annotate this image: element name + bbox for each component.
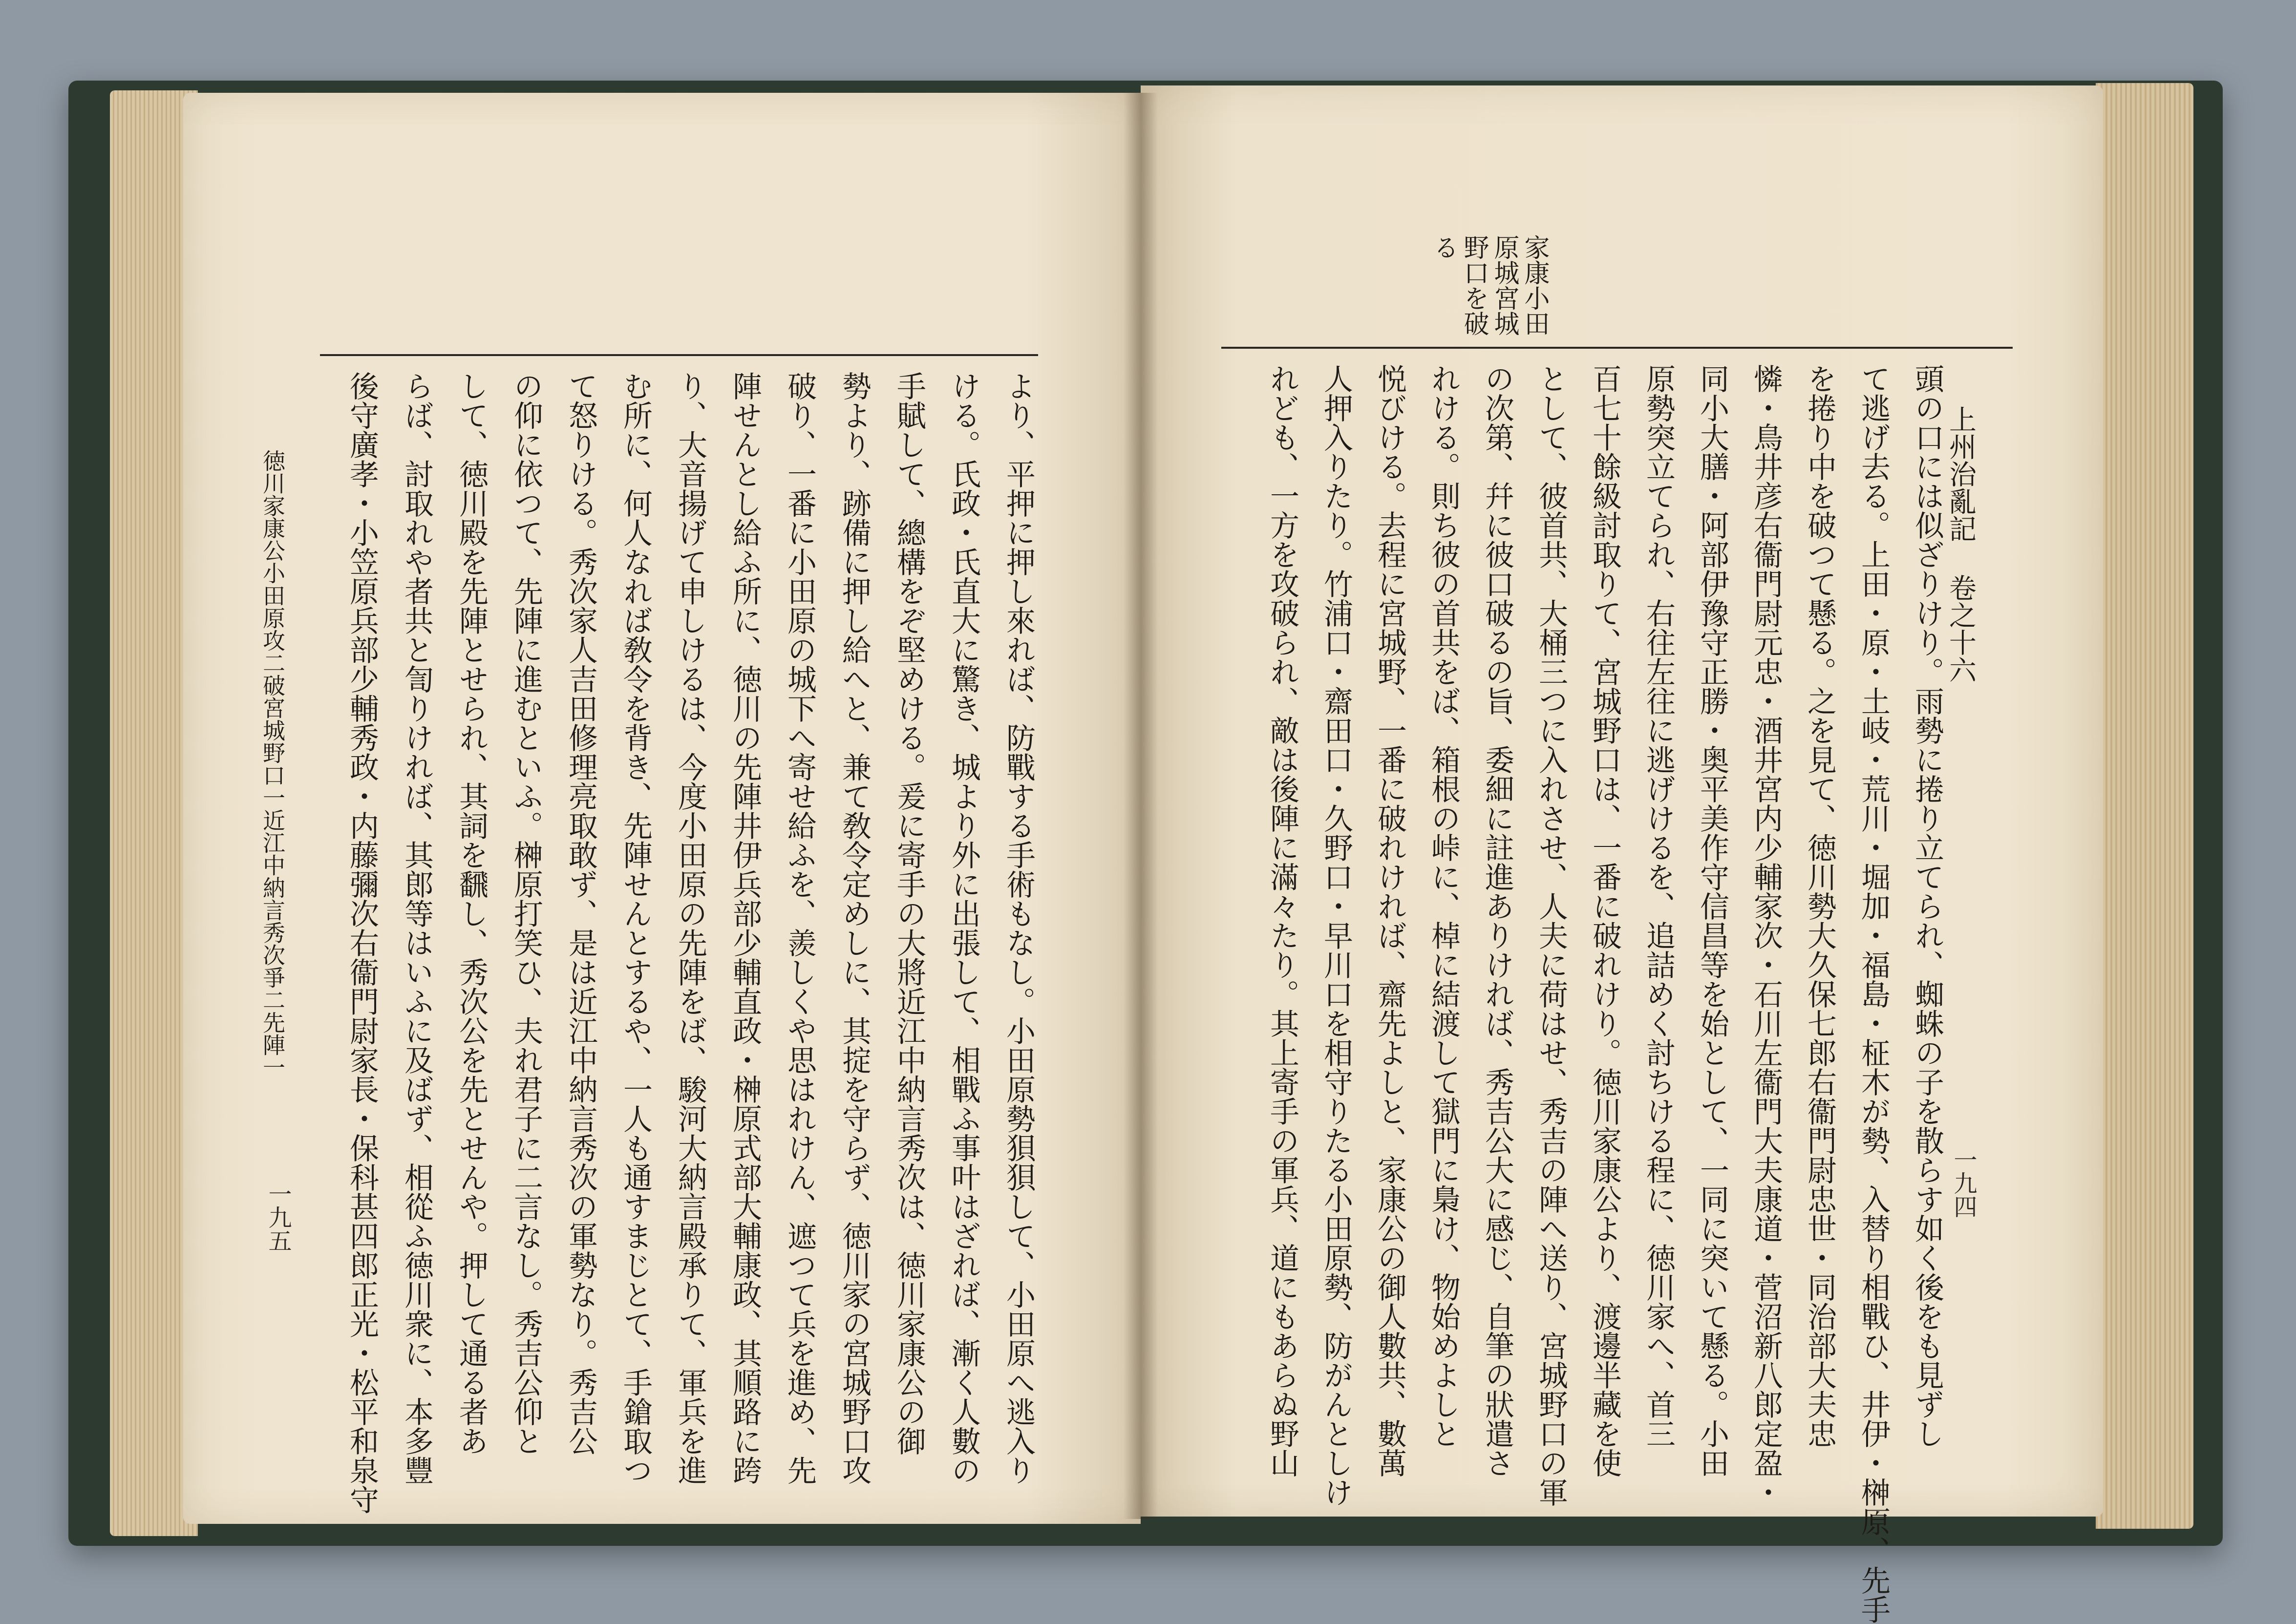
text-line: らば、討取れや者共と訇りければ、其郎等はいふに及ばず、相從ふ徳川衆に、本多豐 xyxy=(400,371,434,1485)
text-line: 原勢突立てられ、右往左往に逃げけるを、追詰めく討ちける程に、徳川家へ、首三 xyxy=(1641,364,1676,1448)
text-line: む所に、何人なれば敎令を背き、先陣せんとするや、一人も通すまじとて、手鎗取つ xyxy=(618,371,653,1485)
right-page-header: 上州治亂記 卷之十六 xyxy=(1945,405,1977,683)
text-line: ける。氏政・氏直大に驚き、城より外に出張して、相戰ふ事叶はざれば、漸く人數の xyxy=(947,371,981,1485)
side-note-line: る xyxy=(1429,234,1458,260)
right-page-number: 一九四 xyxy=(1950,1148,1977,1218)
side-note-line: 原城宮城 xyxy=(1489,234,1519,336)
left-footer-note: 徳川家康公小田原攻二破宮城野口一近江中納言秀次爭二先陣一 xyxy=(259,449,286,1078)
text-line: 勢より、跡備に押し給へと、兼て敎令定めしに、其掟を守らず、徳川家の宮城野口攻 xyxy=(837,371,872,1485)
text-line: 破り、一番に小田原の城下へ寄せ給ふを、羨しくや思はれけん、遮つて兵を進め、先 xyxy=(783,371,817,1485)
right-page-rule xyxy=(1221,347,2013,349)
text-line: 同小大膳・阿部伊豫守正勝・奥平美作守信昌等を始として、一同に突いて懸る。小田 xyxy=(1695,364,1729,1477)
text-line: れける。則ち彼の首共をば、箱根の峠に、棹に結渡して獄門に梟け、物始めよしと xyxy=(1426,364,1461,1448)
text-line: 手賦して、總構をぞ堅めける。爰に寄手の大將近江中納言秀次は、徳川家康公の御 xyxy=(892,371,926,1455)
text-line: 人押入りたり。竹浦口・齋田口・久野口・早川口を相守りたる小田原勢、防がんとしけ xyxy=(1319,364,1353,1507)
left-page-number: 一九五 xyxy=(264,1182,292,1252)
text-line: して、徳川殿を先陣とせられ、其詞を飜し、秀次公を先とせんや。押して通る者あ xyxy=(454,371,489,1455)
page-edges-right xyxy=(2096,83,2193,1529)
text-line: て逃げ去る。上田・原・土岐・荒川・堀加・福島・柾木が勢、入替り相戰ひ、井伊・榊原、先手 xyxy=(1856,364,1891,1624)
text-line: 陣せんとし給ふ所に、徳川の先陣井伊兵部少輔直政・榊原式部大輔康政、其順路に跨 xyxy=(728,371,762,1485)
text-line: 百七十餘級討取りて、宮城野口は、一番に破れけり。徳川家康公より、渡邊半藏を使 xyxy=(1588,364,1622,1477)
text-line: 頭の口には似ざりけり。雨勢に捲り立てられ、蜘蛛の子を散らす如く後をも見ずし xyxy=(1910,364,1944,1448)
left-page-rule xyxy=(320,354,1038,356)
text-line: 後守廣孝・小笠原兵部少輔秀政・内藤彌次右衞門尉家長・保科甚四郎正光・松平和泉守 xyxy=(345,371,379,1514)
book-gutter xyxy=(1124,93,1158,1519)
text-line: として、彼首共、大桶三つに入れさせ、人夫に荷はせ、秀吉の陣へ送り、宮城野口の軍 xyxy=(1534,364,1568,1507)
text-line: の仰に依つて、先陣に進むといふ。榊原打笑ひ、夫れ君子に二言なし。秀吉公仰と xyxy=(509,371,543,1455)
text-line: 悦びける。去程に宮城野、一番に破れければ、齋先よしと、家康公の御人數共、數萬 xyxy=(1373,364,1407,1477)
left-page xyxy=(183,93,1141,1524)
text-line: を捲り中を破つて懸る。之を見て、徳川勢大久保七郎右衞門尉忠世・同治部大夫忠 xyxy=(1803,364,1837,1448)
text-line: の次第、幷に彼口破るの旨、委細に註進ありければ、秀吉公大に感じ、自筆の狀遣さ xyxy=(1480,364,1514,1477)
text-line: より、平押に押し來れば、防戰する手術もなし。小田原勢狽狽して、小田原へ逃入り xyxy=(1001,371,1036,1485)
side-note-line: 野口を破 xyxy=(1459,234,1488,336)
side-note-line: 家康小田 xyxy=(1520,234,1549,336)
text-line: れども、一方を攻破られ、敵は後陣に滿々たり。其上寄手の軍兵、道にもあらぬ野山 xyxy=(1265,364,1299,1477)
text-line: て怒りける。秀次家人吉田修理亮取敢ず、是は近江中納言秀次の軍勢なり。秀吉公 xyxy=(564,371,598,1455)
text-line: り、大音揚げて申しけるは、今度小田原の先陣をば、駿河大納言殿承りて、軍兵を進 xyxy=(673,371,707,1485)
text-line: 憐・鳥井彦右衞門尉元忠・酒井宮内少輔家次・石川左衞門大夫康道・菅沼新八郎定盈・ xyxy=(1749,364,1783,1507)
